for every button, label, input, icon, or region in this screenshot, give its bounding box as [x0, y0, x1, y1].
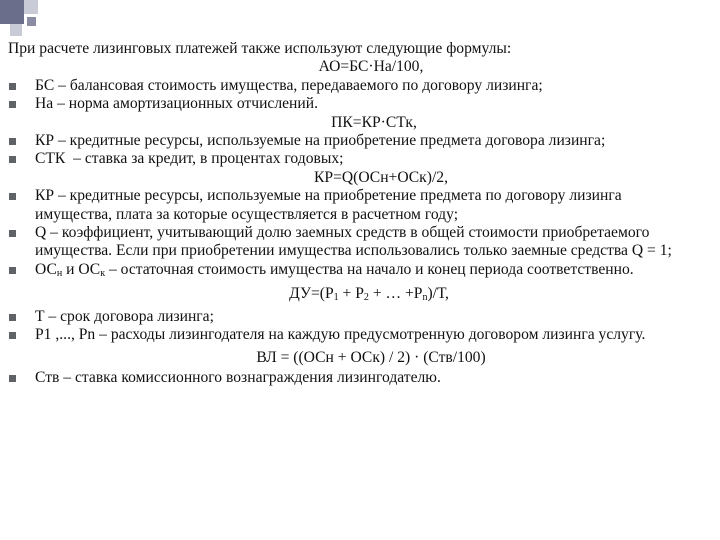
deco-square: [27, 17, 36, 26]
list-item: [8, 77, 712, 95]
formula-text: + Р: [338, 285, 364, 303]
square-bullet-icon: [9, 332, 16, 339]
formula-kr: [8, 169, 712, 187]
item-text: КР – кредитные ресурсы, используемые на приобретение предмета по договору лизинга имущества, плата за которые осуществляется в расчетном году;: [35, 187, 622, 223]
os-description: – остаточная стоимость имущества на начало и конец периода соответственно.: [105, 260, 634, 278]
item-text: Q – коэффициент, учитывающий долю заемных средств в общей стоимости приобретаемого имущества. Если при приобретении имущества использовались только заемные средства Q = 1;: [35, 224, 672, 260]
formula-text: АО=БС·На/100,: [318, 58, 424, 76]
item-text: БС – балансовая стоимость имущества, передаваемого по договору лизинга;: [35, 76, 543, 94]
formula-text: ДУ=(Р: [289, 285, 334, 303]
os-subscript-k: к: [100, 267, 106, 279]
square-bullet-icon: [9, 193, 16, 200]
formula-text: ПК=КР·СТк,: [331, 113, 417, 131]
list-item: [8, 261, 712, 279]
list-item: [8, 150, 712, 168]
square-bullet-icon: [9, 314, 16, 321]
formula-subscript: 2: [363, 292, 369, 304]
list-item: [8, 95, 712, 113]
formula-subscript: 1: [333, 292, 339, 304]
formula-vl: [8, 349, 712, 367]
list-item: [8, 187, 712, 224]
intro-text: При расчете лизинговых платежей также используют следующие формулы:: [8, 40, 512, 57]
square-bullet-icon: [9, 267, 16, 274]
square-bullet-icon: [9, 138, 16, 145]
decorative-squares: [0, 0, 720, 40]
list-item: [8, 132, 712, 150]
deco-square: [0, 0, 24, 24]
item-text: На – норма амортизационных отчислений.: [35, 95, 318, 113]
deco-square: [10, 24, 22, 36]
formula-text: ВЛ = ((ОСн + ОСк) / 2) · (Ств/100): [256, 348, 486, 366]
os-label: ОС: [35, 260, 57, 278]
list-item: [8, 369, 712, 387]
formula-pk: [8, 114, 712, 132]
formula-text: КР=Q(ОСн+ОСк)/2,: [314, 168, 448, 186]
item-text: Т – срок договора лизинга;: [35, 307, 214, 325]
square-bullet-icon: [9, 230, 16, 237]
square-bullet-icon: [9, 156, 16, 163]
list-item: [8, 326, 712, 344]
item-text: Ств – ставка комиссионного вознаграждения лизингодателю.: [35, 368, 441, 386]
formula-du: [8, 285, 712, 303]
os-subscript-n: н: [56, 267, 63, 279]
os-label: и ОС: [62, 260, 101, 278]
item-text: Р1 ,..., Рn – расходы лизингодателя на каждую предусмотренную договором лизинга услугу.: [35, 326, 646, 344]
square-bullet-icon: [9, 101, 16, 108]
formula-subscript: n: [422, 292, 428, 304]
list-item: [8, 224, 712, 261]
square-bullet-icon: [9, 375, 16, 382]
document-body: [8, 40, 712, 387]
formula-ao: [8, 58, 712, 76]
list-item: [8, 308, 712, 326]
item-text: СТК – ставка за кредит, в процентах годовых;: [35, 150, 344, 168]
item-text: [35, 261, 635, 279]
square-bullet-icon: [9, 83, 16, 90]
deco-square: [24, 0, 38, 14]
item-text: КР – кредитные ресурсы, используемые на приобретение предмета договора лизинга;: [35, 132, 606, 150]
formula-text: + … +Р: [368, 285, 423, 303]
formula-text: )/Т,: [427, 285, 449, 303]
